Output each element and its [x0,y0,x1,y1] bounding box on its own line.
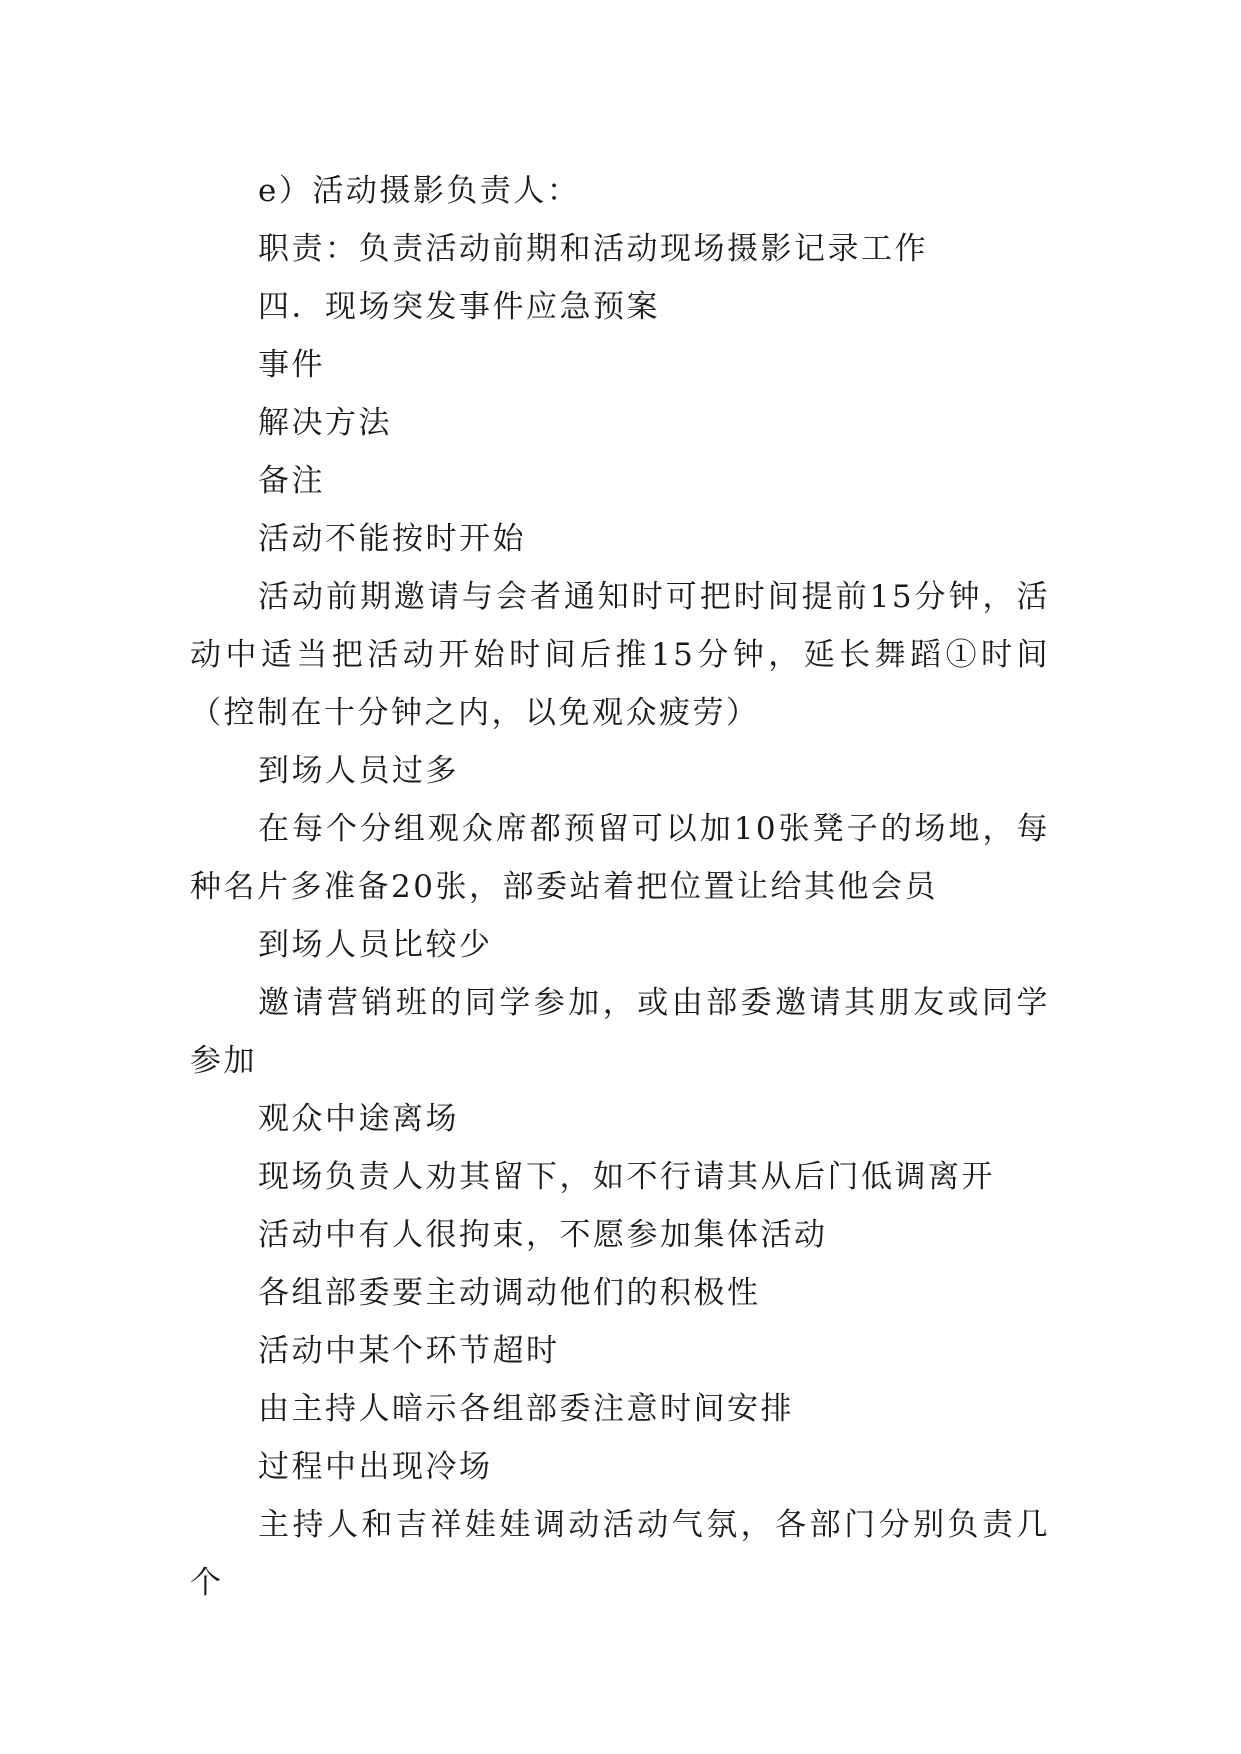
paragraph-event: 过程中出现冷场 [258,1449,493,1485]
paragraph-note-label: 备注 [258,463,325,499]
paragraph-solution: 主持人和吉祥娃娃调动活动气氛，各部门分别负责几个 [190,1507,1050,1601]
paragraph-event: 活动中有人很拘束，不愿参加集体活动 [258,1217,828,1253]
paragraph-event-label: 事件 [258,347,325,383]
paragraph-solution-label: 解决方法 [258,405,392,441]
section-heading-emergency-plan: 四．现场突发事件应急预案 [258,289,660,325]
paragraph-event: 观众中途离场 [258,1101,459,1137]
paragraph-solution: 在每个分组观众席都预留可以加10张凳子的场地，每种名片多准备20张，部委站着把位置让给其他会员 [190,811,1050,905]
paragraph-event: 到场人员比较少 [258,927,493,963]
paragraph-solution: 各组部委要主动调动他们的积极性 [258,1275,761,1311]
paragraph-event: 到场人员过多 [258,753,459,789]
document-body [190,162,1050,1612]
paragraph-solution: 由主持人暗示各组部委注意时间安排 [258,1391,794,1427]
paragraph-solution: 活动前期邀请与会者通知时可把时间提前15分钟，活动中适当把活动开始时间后推15分钟，延长舞蹈①时间（控制在十分钟之内，以免观众疲劳） [190,579,1050,731]
paragraph-photographer-heading: e）活动摄影负责人： [258,173,581,209]
paragraph-event: 活动不能按时开始 [258,521,526,557]
paragraph-event: 活动中某个环节超时 [258,1333,560,1369]
paragraph-photographer-duty: 职责：负责活动前期和活动现场摄影记录工作 [258,231,928,267]
paragraph-solution: 邀请营销班的同学参加，或由部委邀请其朋友或同学参加 [190,985,1050,1079]
paragraph-solution: 现场负责人劝其留下，如不行请其从后门低调离开 [258,1159,995,1195]
